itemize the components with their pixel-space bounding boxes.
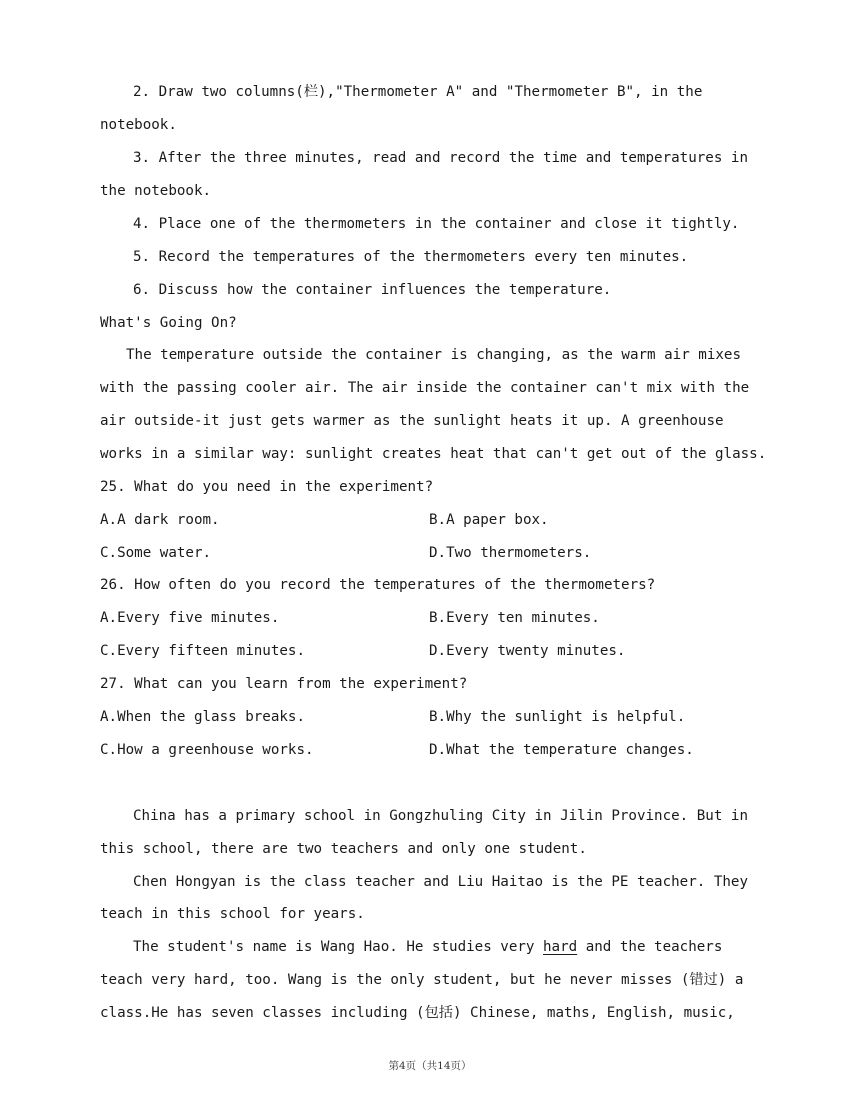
question-27: 27. What can you learn from the experiment?: [100, 676, 468, 692]
page-footer: 第4页（共14页）: [388, 1060, 472, 1072]
passage-p3-line-1: [133, 938, 722, 956]
passage-p2-line-2: teach in this school for years.: [100, 906, 365, 922]
q27-option-d: D.What the temperature changes.: [429, 742, 694, 758]
passage-p1-line-1: China has a primary school in Gongzhuling City in Jilin Province. But in: [133, 808, 748, 824]
q26-option-d: D.Every twenty minutes.: [429, 643, 626, 659]
step-4: 4. Place one of the thermometers in the container and close it tightly.: [133, 216, 740, 232]
step-3-line-2: the notebook.: [100, 183, 212, 199]
q25-option-c: C.Some water.: [100, 545, 212, 561]
step-3-line-1: 3. After the three minutes, read and record the time and temperatures in: [133, 150, 748, 166]
passage-p3-line-3: class.He has seven classes including (包括) Chinese, maths, English, music,: [100, 1005, 735, 1021]
q26-option-c: C.Every fifteen minutes.: [100, 643, 305, 659]
p3-text-before: The student's name is Wang Hao. He studies very: [133, 939, 543, 955]
passage-p3-line-2: teach very hard, too. Wang is the only student, but he never misses (错过) a: [100, 972, 744, 988]
q26-option-b: B.Every ten minutes.: [429, 610, 600, 626]
passage-p2-line-1: Chen Hongyan is the class teacher and Liu Haitao is the PE teacher. They: [133, 874, 748, 890]
explanation-line-4: works in a similar way: sunlight creates heat that can't get out of the glass.: [100, 446, 767, 462]
q25-option-b: B.A paper box.: [429, 512, 549, 528]
q25-option-d: D.Two thermometers.: [429, 545, 592, 561]
step-5: 5. Record the temperatures of the thermometers every ten minutes.: [133, 249, 689, 265]
step-2-line-2: notebook.: [100, 117, 177, 133]
q27-option-c: C.How a greenhouse works.: [100, 742, 314, 758]
question-25: 25. What do you need in the experiment?: [100, 479, 434, 495]
passage-p1-line-2: this school, there are two teachers and only one student.: [100, 841, 587, 857]
q27-option-a: A.When the glass breaks.: [100, 709, 305, 725]
explanation-line-3: air outside-it just gets warmer as the sunlight heats it up. A greenhouse: [100, 413, 724, 429]
step-2-line-1: 2. Draw two columns(栏),"Thermometer A" and "Thermometer B", in the: [133, 84, 703, 100]
section-heading: What's Going On?: [100, 315, 237, 331]
explanation-line-2: with the passing cooler air. The air inside the container can't mix with the: [100, 380, 750, 396]
explanation-line-1: The temperature outside the container is changing, as the warm air mixes: [126, 347, 741, 363]
p3-text-after: and the teachers: [577, 939, 723, 955]
q27-option-b: B.Why the sunlight is helpful.: [429, 709, 686, 725]
question-26: 26. How often do you record the temperatures of the thermometers?: [100, 577, 656, 593]
step-6: 6. Discuss how the container influences the temperature.: [133, 282, 612, 298]
q25-option-a: A.A dark room.: [100, 512, 220, 528]
underlined-word-hard: hard: [543, 939, 578, 955]
q26-option-a: A.Every five minutes.: [100, 610, 280, 626]
